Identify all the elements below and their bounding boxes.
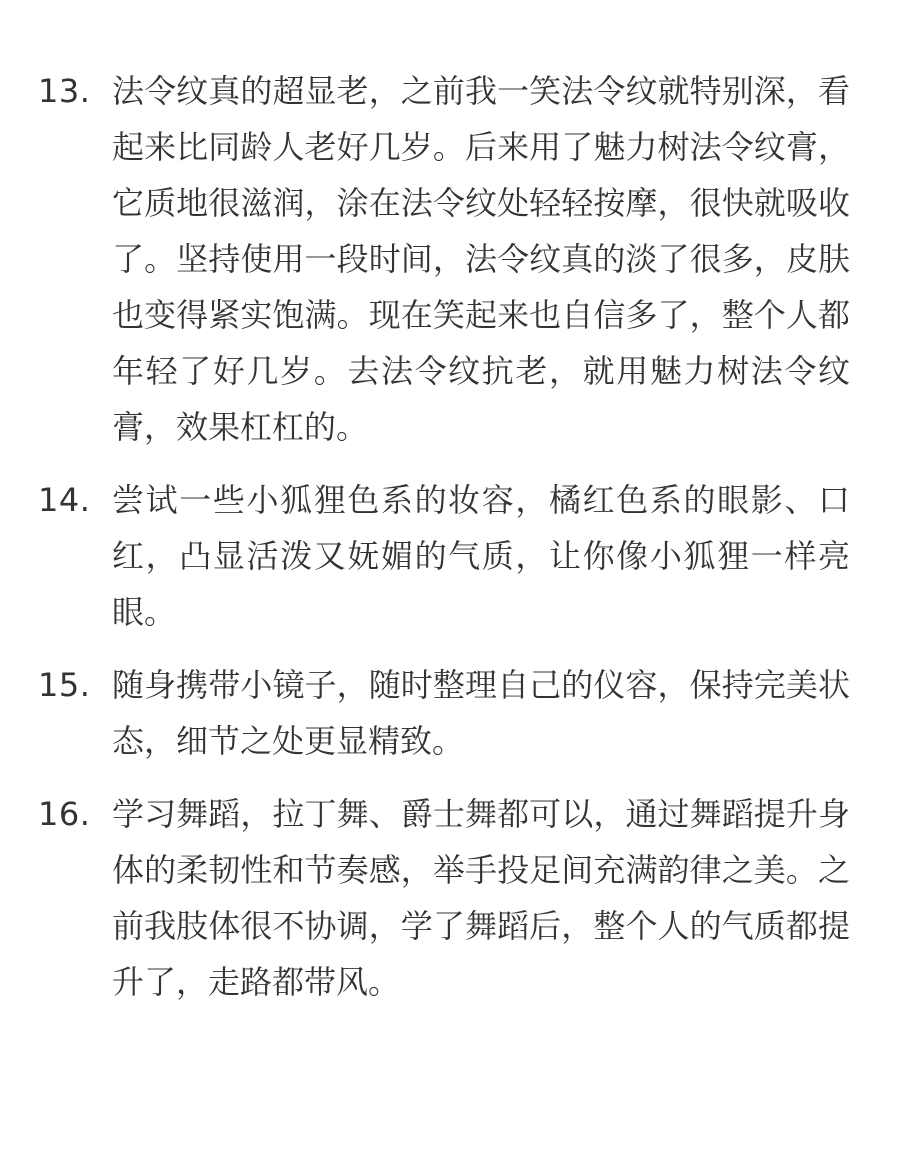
list-item-14 bbox=[38, 472, 850, 640]
item-text: 尝试一些小狐狸色系的妆容，橘红色系的眼影、口红，凸显活泼又妩媚的气质，让你像小狐狸一样亮眼。 bbox=[112, 481, 850, 631]
item-text: 法令纹真的超显老，之前我一笑法令纹就特别深，看起来比同龄人老好几岁。后来用了魅力树法令纹膏，它质地很滋润，涂在法令纹处轻轻按摩，很快就吸收了。坚持使用一段时间，法令纹真的淡了很多，皮肤也变得紧实饱满。现在笑起来也自信多了，整个人都年轻了好几岁。去法令纹抗老，就用魅力树法令纹膏，效果杠杠的。 bbox=[112, 72, 850, 446]
list-item-13 bbox=[38, 63, 850, 455]
item-number: 13. bbox=[38, 72, 91, 110]
list-item-16 bbox=[38, 786, 850, 1010]
item-number: 16. bbox=[38, 795, 91, 833]
numbered-list bbox=[38, 63, 850, 1027]
item-text: 随身携带小镜子，随时整理自己的仪容，保持完美状态，细节之处更显精致。 bbox=[112, 666, 850, 760]
item-number: 14. bbox=[38, 481, 91, 519]
list-item-15 bbox=[38, 657, 850, 769]
item-text: 学习舞蹈，拉丁舞、爵士舞都可以，通过舞蹈提升身体的柔韧性和节奏感，举手投足间充满韵律之美。之前我肢体很不协调，学了舞蹈后，整个人的气质都提升了，走路都带风。 bbox=[112, 795, 850, 1001]
item-number: 15. bbox=[38, 666, 91, 704]
